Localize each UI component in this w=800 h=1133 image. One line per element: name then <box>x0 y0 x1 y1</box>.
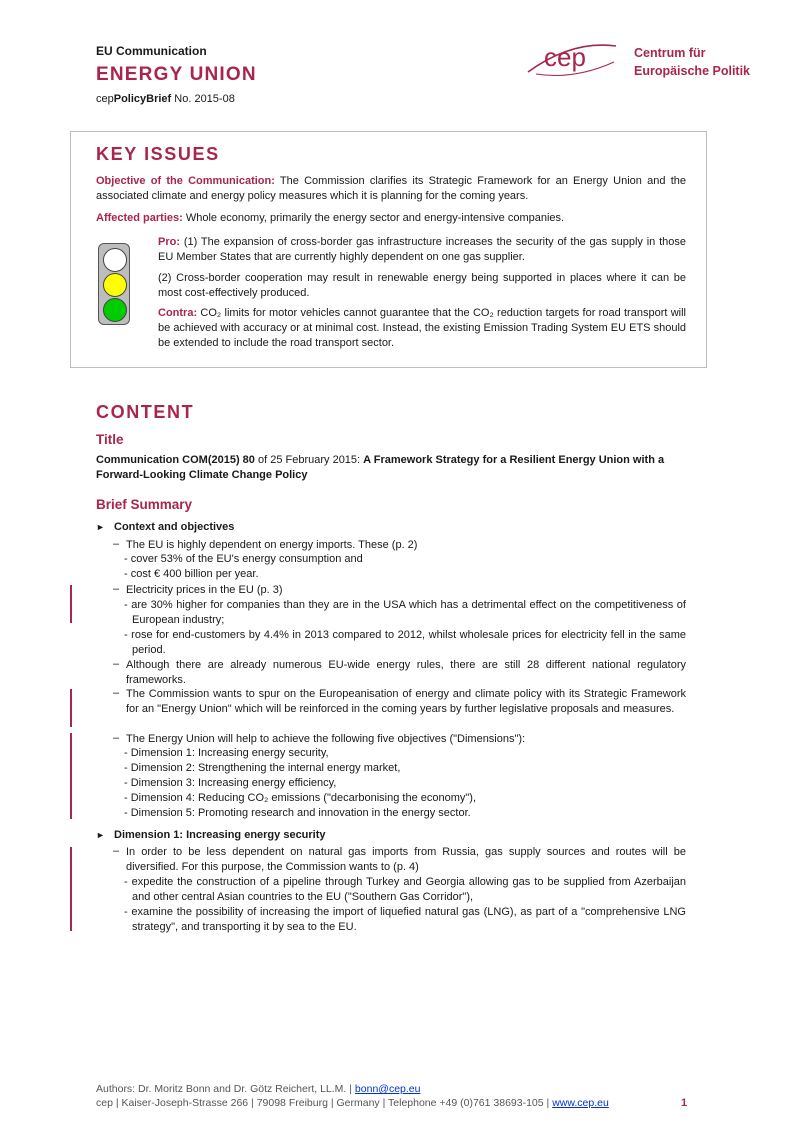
dimension-5: - Dimension 5: Promoting research and innovation in the energy sector. <box>124 807 471 819</box>
s1-item-4: The Commission wants to spur on the Europeanisation of energy and climate policy with its Strategic Framework for an "Energy Union" which will be reinforced in the coming years by further legislative proposals and measures. <box>126 688 686 715</box>
communication-title <box>96 453 686 483</box>
pro-label: Pro: <box>158 236 180 248</box>
traffic-light-bottom-lamp <box>103 298 127 322</box>
key-issues-box <box>70 131 707 368</box>
cep-logo <box>522 32 622 82</box>
change-bar <box>70 585 72 623</box>
brief-summary-heading: Brief Summary <box>96 497 193 512</box>
traffic-light-top-lamp <box>103 248 127 272</box>
website-link[interactable]: www.cep.eu <box>552 1097 609 1109</box>
communication-name: A Framework Strategy for a Resilient Energy Union with a Forward-Looking Climate Change Policy <box>96 454 665 481</box>
arrow-bullet-icon: ► <box>96 522 105 532</box>
contra-paragraph <box>158 306 686 351</box>
logo-line-1: Centrum für <box>634 46 706 60</box>
change-bar <box>70 689 72 727</box>
traffic-light-middle-lamp <box>103 273 127 297</box>
s1-item-2: Electricity prices in the EU (p. 3) <box>126 584 283 596</box>
page-number: 1 <box>681 1097 688 1109</box>
content-heading: CONTENT <box>96 402 195 422</box>
communication-reference: Communication COM(2015) 80 <box>96 454 255 466</box>
s1-item-2-sub-2: - rose for end-customers by 4.4% in 2013 compared to 2012, whilst wholesale prices for electricity fell in the same period. <box>124 629 686 656</box>
s2-item-1-sub-2: - examine the possibility of increasing the import of liquefied natural gas (LNG), as part of a "comprehensive LNG strategy", and transporting it by sea to the EU. <box>124 906 686 933</box>
s1-item-2-sub-1: - are 30% higher for companies than they are in the USA which has a detrimental effect on the competitiveness of European industry; <box>124 599 686 626</box>
brief-number <box>96 93 235 105</box>
section-energy-security <box>96 829 326 841</box>
dash-marker: – <box>113 845 120 857</box>
s2-item-1: In order to be less dependent on natural gas imports from Russia, gas supply sources and routes will be diversified. For this purpose, the Commission wants to (p. 4) <box>126 846 686 873</box>
dimension-2: - Dimension 2: Strengthening the internal energy market, <box>124 762 401 774</box>
s1-item-1-sub-1: - cover 53% of the EU's energy consumption and <box>124 553 363 565</box>
address-text: cep | Kaiser-Joseph-Strasse 266 | 79098 Freiburg | Germany | Telephone +49 (0)761 38693-105 | <box>96 1097 553 1109</box>
key-issues-heading: KEY ISSUES <box>96 144 220 164</box>
logo-wordmark: cep <box>544 42 586 72</box>
s1-item-1: The EU is highly dependent on energy imports. These (p. 2) <box>126 539 418 551</box>
communication-date: of 25 February 2015: <box>254 454 364 466</box>
dash-marker: – <box>113 658 120 670</box>
author-email-link[interactable]: bonn@cep.eu <box>354 1083 421 1095</box>
footer-authors <box>96 1083 420 1095</box>
affected-label: Affected parties: <box>96 212 183 224</box>
section-context-objectives <box>96 521 234 533</box>
footer-address <box>96 1097 609 1109</box>
traffic-light-icon <box>98 243 130 325</box>
s1-item-5: The Energy Union will help to achieve the following five objectives ("Dimensions"): <box>126 733 526 745</box>
section-2-title: Dimension 1: Increasing energy security <box>114 829 326 841</box>
objective-text: The Commission clarifies its Strategic Framework for an Energy Union and the associated climate and energy policy measures which it is planning for the coming years. <box>96 175 686 202</box>
dash-marker: – <box>113 732 120 744</box>
arrow-bullet-icon: ► <box>96 830 105 840</box>
brief-prefix: cep <box>96 93 114 105</box>
authors-text: Authors: Dr. Moritz Bonn and Dr. Götz Reichert, LL.M. | <box>96 1083 355 1095</box>
logo-line-2: Europäische Politik <box>634 64 751 78</box>
dimension-4: - Dimension 4: Reducing CO₂ emissions ("decarbonising the economy"), <box>124 792 477 804</box>
affected-paragraph <box>96 211 686 226</box>
change-bar <box>70 733 72 819</box>
dash-marker: – <box>113 538 120 550</box>
pro-paragraph-1 <box>158 235 686 265</box>
s1-item-1-sub-2: - cost € 400 billion per year. <box>124 568 259 580</box>
contra-label: Contra: <box>158 307 198 319</box>
brief-number-text: No. 2015-08 <box>171 93 235 105</box>
title-heading: Title <box>96 432 124 447</box>
s2-item-1-sub-1: - expedite the construction of a pipeline through Turkey and Georgia allowing gas to be supplied from Azerbaijan and other central Asian countries to the EU ("Southern Gas Corridor"), <box>124 876 686 903</box>
section-1-title: Context and objectives <box>114 521 235 533</box>
s1-item-3: Although there are already numerous EU-wide energy rules, there are still 28 different national regulatory frameworks. <box>126 659 686 686</box>
logo-text <box>634 44 750 80</box>
change-bar <box>70 847 72 931</box>
objective-label: Objective of the Communication: <box>96 175 275 187</box>
dash-marker: – <box>113 687 120 699</box>
dimension-3: - Dimension 3: Increasing energy efficiency, <box>124 777 337 789</box>
contra-text: CO₂ limits for motor vehicles cannot guarantee that the CO₂ reduction targets for road transport will be achieved with accuracy or at minimal cost. Instead, the existing Emission Trading System EU ETS should be extended to include the road transport sector. <box>158 307 686 349</box>
pro-text-1: (1) The expansion of cross-border gas infrastructure increases the security of the gas supply in those EU Member States that are currently highly dependent on one gas supplier. <box>158 236 686 263</box>
pro-paragraph-2: (2) Cross-border cooperation may result in renewable energy being supported in places where it can be most cost-effectively produced. <box>158 272 686 299</box>
affected-text: Whole economy, primarily the energy sector and energy-intensive companies. <box>182 212 565 224</box>
brief-bold: PolicyBrief <box>113 93 172 105</box>
dash-marker: – <box>113 583 120 595</box>
document-series: EU Communication <box>96 44 207 58</box>
document-title: ENERGY UNION <box>96 64 257 85</box>
dimension-1: - Dimension 1: Increasing energy security, <box>124 747 329 759</box>
objective-paragraph <box>96 174 686 204</box>
